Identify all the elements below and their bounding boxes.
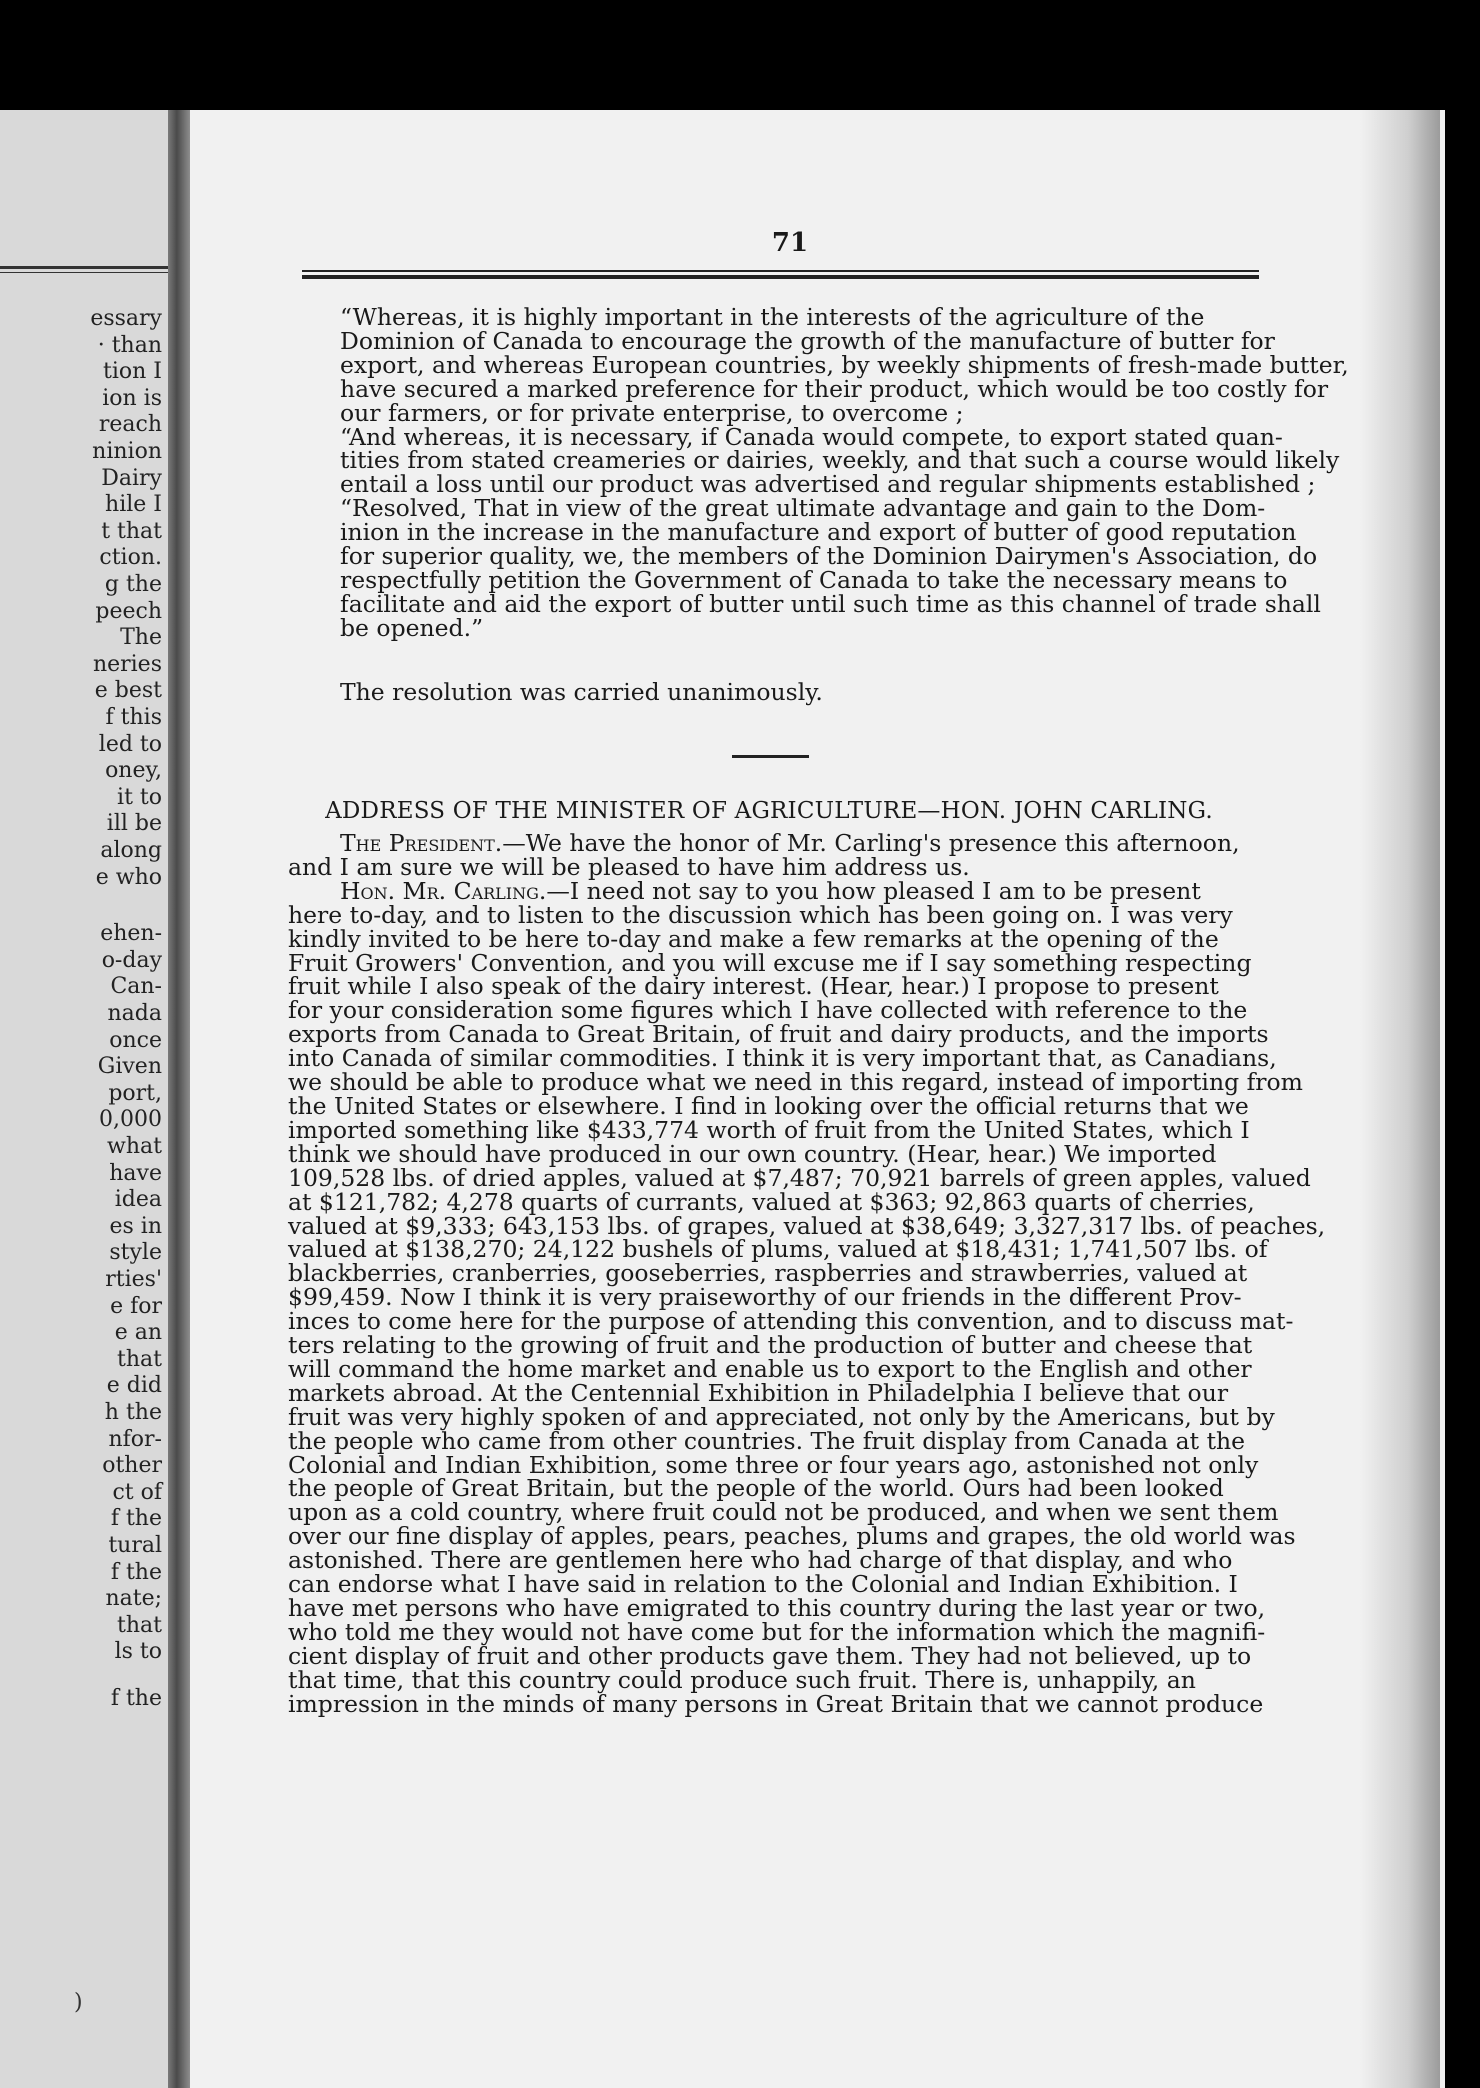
text-line: who told me they would not have come but for the information which the magnifi-: [288, 1617, 1266, 1646]
previous-page-mark: ): [74, 1990, 83, 2015]
previous-page-line: ion is: [102, 385, 162, 411]
previous-page-line: f this: [105, 705, 162, 730]
text-line: have met persons who have emigrated to this country during the last year or two,: [288, 1594, 1266, 1622]
previous-page-line: e for: [110, 1293, 162, 1319]
previous-page-line: what: [107, 1134, 162, 1159]
previous-page-line: Dairy: [101, 465, 162, 491]
previous-page-line: f the: [110, 1559, 162, 1585]
previous-page-line: es in: [109, 1213, 162, 1239]
previous-page-line: nate;: [105, 1586, 162, 1612]
previous-page-line: ninion: [92, 439, 162, 464]
text-line: here to-day, and to listen to the discussion which has been going on. I was very: [288, 900, 1233, 929]
previous-page-line: idea: [114, 1187, 162, 1213]
header-rule-bottom: [302, 275, 1259, 279]
previous-page-rule-thin: [0, 272, 168, 273]
text-line: and I am sure we will be pleased to have him address us.: [288, 852, 970, 881]
previous-page-line: f the: [110, 1686, 162, 1711]
text-line: facilitate and aid the export of butter until such time as this channel of trade shall: [340, 589, 1321, 618]
previous-page-line: ehen-: [100, 921, 162, 947]
text-line: be opened.”: [340, 613, 484, 642]
previous-page-line: led to: [98, 731, 162, 757]
president-paragraph: [288, 829, 1250, 881]
previous-page-line: reach: [98, 412, 162, 438]
previous-page-line: tion I: [103, 359, 162, 385]
previous-page-line: port,: [108, 1080, 162, 1106]
text-line: export, and whereas European countries, by weekly shipments of fresh-made butter,: [340, 350, 1349, 379]
speech-text: —We have the honor of Mr. Carling's presence this afternoon,: [502, 829, 1240, 857]
previous-page-line: style: [109, 1240, 162, 1266]
text-line: have secured a marked preference for their product, which would be too costly for: [340, 374, 1329, 403]
previous-page-line: hile I: [105, 492, 162, 518]
previous-page-line: tural: [108, 1533, 162, 1558]
previous-page-line: nfor-: [108, 1426, 162, 1452]
text-line: kindly invited to be here to-day and make a few remarks at the opening of the: [288, 924, 1219, 953]
text-line: Colonial and Indian Exhibition, some three or four years ago, astonished not only: [288, 1450, 1259, 1479]
text-line: upon as a cold country, where fruit could not be produced, and when we sent them: [288, 1498, 1279, 1527]
text-line: astonished. There are gentlemen here who had charge of that display, and who: [288, 1546, 1233, 1575]
previous-page-line: once: [109, 1027, 162, 1053]
previous-page-line: e an: [114, 1320, 162, 1346]
resolution-carried: The resolution was carried unanimously.: [340, 678, 823, 706]
text-line: over our fine display of apples, pears, peaches, plums and grapes, the old world was: [288, 1522, 1296, 1551]
resolution-paragraph-resolved: [288, 494, 1321, 642]
previous-page-line: Can-: [110, 974, 162, 1000]
previous-page-line: neries: [92, 651, 162, 677]
carling-paragraph: [288, 876, 1326, 1718]
text-line: ters relating to the growing of fruit and the production of butter and cheese that: [288, 1331, 1253, 1360]
text-line: valued at $9,333; 643,153 lbs. of grapes, valued at $38,649; 3,327,317 lbs. of peaches,: [288, 1211, 1326, 1240]
previous-page-line: g the: [104, 572, 162, 597]
resolution-paragraph-whereas: [288, 303, 1349, 427]
text-line: the people of Great Britain, but the people of the world. Ours had been looked: [288, 1474, 1224, 1503]
previous-page-line: o-day: [101, 947, 162, 973]
previous-page-line: · than: [97, 332, 162, 358]
page-edge-shadow: [1360, 110, 1440, 2088]
previous-page-strip: [0, 110, 168, 2088]
text-line: markets abroad. At the Centennial Exhibition in Philadelphia I believe that our: [288, 1378, 1229, 1407]
resolution-paragraph-and-whereas: [288, 422, 1340, 499]
previous-page-line: ct of: [112, 1479, 162, 1505]
previous-page-line: h the: [104, 1400, 162, 1425]
previous-page-line: rties': [105, 1267, 162, 1292]
previous-page-line: essary: [90, 306, 162, 331]
previous-page-line: it to: [117, 784, 162, 810]
text-line: inces to come here for the purpose of attending this convention, and to discuss mat-: [288, 1307, 1294, 1336]
resolution-text: [288, 303, 1349, 642]
previous-page-line: t that: [101, 518, 162, 544]
text-line: fruit was very highly spoken of and appreciated, not only by the Americans, but by: [288, 1402, 1275, 1431]
text-line: entail a loss until our product was advertised and regular shipments established ;: [340, 470, 1316, 499]
page-number: 71: [771, 228, 809, 258]
text-line: think we should have produced in our own country. (Hear, hear.) We imported: [288, 1139, 1217, 1168]
text-line: cient display of fruit and other products gave them. They had not believed, up to: [288, 1641, 1252, 1670]
text-line: at $121,782; 4,278 quarts of currants, valued at $363; 92,863 quarts of cherries,: [288, 1187, 1255, 1216]
previous-page-line: e who: [95, 864, 162, 890]
page: [190, 110, 1445, 2088]
previous-page-line: along: [100, 838, 162, 863]
text-line: our farmers, or for private enterprise, to overcome ;: [340, 398, 964, 427]
text-line: Fruit Growers' Convention, and you will excuse me if I say something respecting: [288, 948, 1252, 977]
speech-text: —I need not say to you how pleased I am to be present: [546, 876, 1201, 905]
header-rule-top: [302, 270, 1259, 272]
text-line: the people who came from other countries. The fruit display from Canada at the: [288, 1426, 1246, 1455]
previous-page-line: f the: [110, 1506, 162, 1532]
text-line: impression in the minds of many persons in Great Britain that we cannot produce: [288, 1689, 1264, 1718]
text-line: $99,459. Now I think it is very praiseworthy of our friends in the different Prov-: [288, 1283, 1242, 1312]
previous-page-line: ls to: [114, 1639, 162, 1665]
text-line: imported something like $433,774 worth of fruit from the United States, which I: [288, 1115, 1250, 1144]
section-heading: ADDRESS OF THE MINISTER OF AGRICULTURE—HON. JOHN CARLING.: [325, 798, 1213, 824]
previous-page-line: Given: [97, 1054, 162, 1080]
text-line: the United States or elsewhere. I find in looking over the official returns that we: [288, 1091, 1249, 1120]
text-line: “And whereas, it is necessary, if Canada would compete, to export stated quan-: [340, 422, 1283, 451]
text-line: into Canada of similar commodities. I think it is very important that, as Canadians,: [288, 1044, 1277, 1073]
previous-page-line: ill be: [106, 811, 162, 837]
text-line: tities from stated creameries or dairies, weekly, and that such a course would likely: [340, 446, 1340, 475]
text-line: for superior quality, we, the members of the Dominion Dairymen's Association, do: [340, 542, 1318, 571]
previous-page-line: that: [117, 1612, 162, 1638]
previous-page-line: that: [117, 1346, 162, 1372]
previous-page-line: e did: [106, 1373, 162, 1399]
text-line: blackberries, cranberries, gooseberries, raspberries and strawberries, valued at: [288, 1259, 1248, 1288]
previous-page-line: 0,000: [99, 1107, 162, 1133]
text-line: inion in the increase in the manufacture and export of butter of good reputation: [340, 518, 1297, 547]
text-line: Dominion of Canada to encourage the growth of the manufacture of butter for: [340, 326, 1275, 355]
previous-page-line: ction.: [99, 545, 162, 571]
text-line: will command the home market and enable us to export to the English and other: [288, 1354, 1252, 1383]
book-gutter: [168, 110, 190, 2088]
previous-page-line: The: [120, 625, 162, 651]
text-line: “Resolved, That in view of the great ultimate advantage and gain to the Dom-: [340, 494, 1266, 523]
text-line: “Whereas, it is highly important in the interests of the agriculture of the: [340, 303, 1205, 331]
previous-page-rule: [0, 266, 168, 269]
text-line: fruit while I also speak of the dairy interest. (Hear, hear.) I propose to present: [288, 972, 1219, 1001]
text-line: respectfully petition the Government of Canada to take the necessary means to: [340, 565, 1288, 594]
speaker-name: The President.: [340, 829, 503, 857]
text-line: exports from Canada to Great Britain, of fruit and dairy products, and the imports: [288, 1020, 1269, 1049]
text-line: valued at $138,270; 24,122 bushels of plums, valued at $18,431; 1,741,507 lbs. of: [288, 1235, 1268, 1264]
address-text: [288, 829, 1326, 1718]
previous-page-line: e best: [94, 678, 162, 704]
text-line: we should be able to produce what we need in this regard, instead of importing from: [288, 1068, 1303, 1097]
text-line: for your consideration some figures which I have collected with reference to the: [288, 996, 1248, 1025]
section-divider: [732, 755, 809, 758]
previous-page-line: other: [102, 1453, 162, 1479]
text-line: 109,528 lbs. of dried apples, valued at $7,487; 70,921 barrels of green apples, valued: [288, 1163, 1311, 1192]
text-line: can endorse what I have said in relation to the Colonial and Indian Exhibition. I: [288, 1570, 1238, 1599]
speaker-name: Hon. Mr. Carling.: [340, 876, 547, 905]
previous-page-line: nada: [107, 1001, 162, 1026]
previous-page-line: have: [109, 1160, 162, 1186]
previous-page-line: peech: [95, 598, 162, 624]
text-line: that time, that this country could produce such fruit. There is, unhappily, an: [288, 1665, 1196, 1694]
previous-page-line: oney,: [105, 758, 162, 784]
